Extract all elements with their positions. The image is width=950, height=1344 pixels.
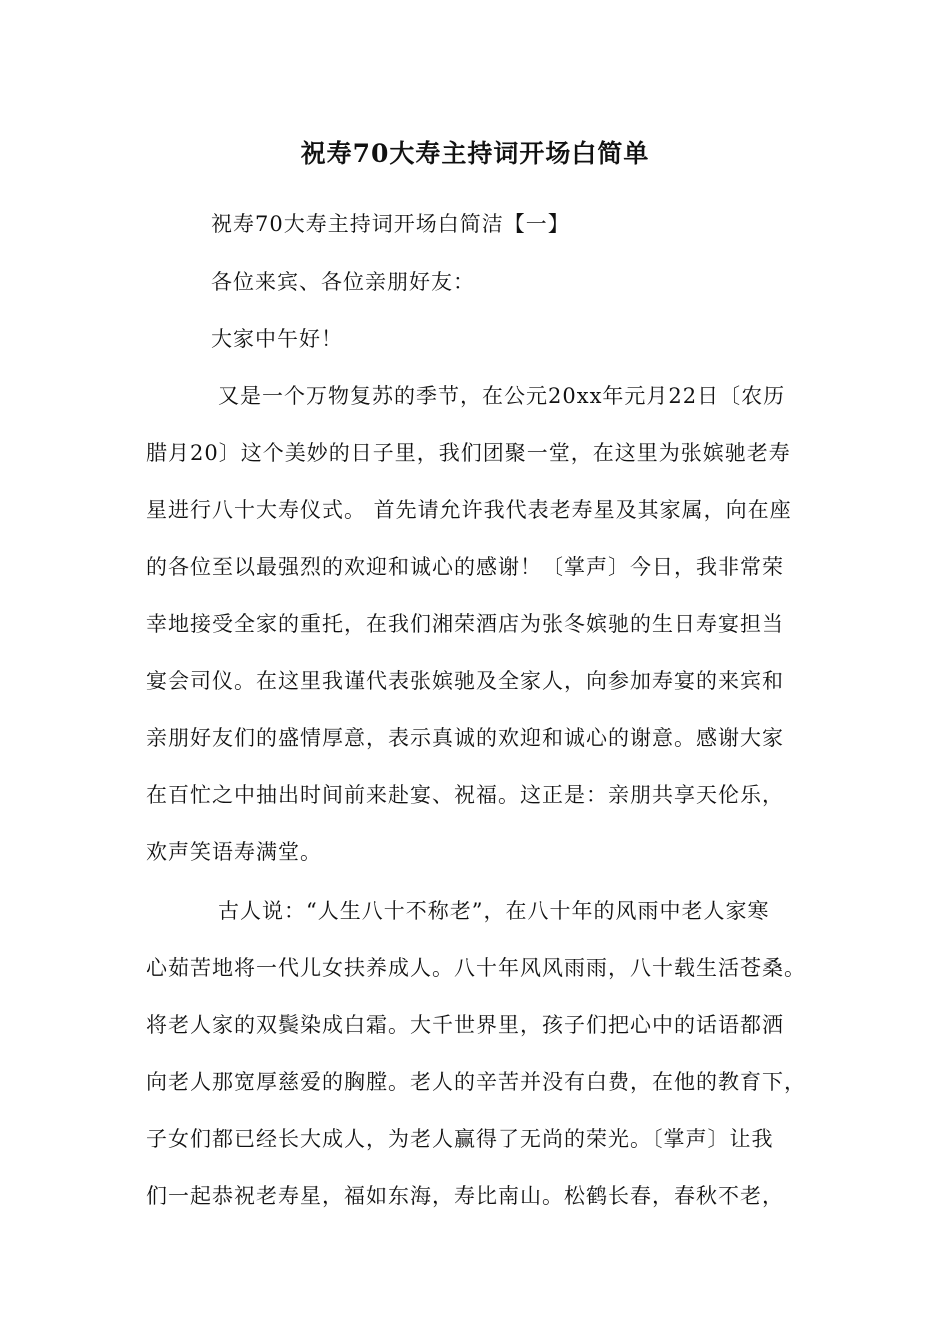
document-title: 祝寿70大寿主持词开场白简单 <box>300 139 650 168</box>
text-line: 星进行八十大寿仪式。 首先请允许我代表老寿星及其家属，向在座 <box>146 498 792 522</box>
text-line: 将老人家的双鬓染成白霜。大千世界里，孩子们把心中的话语都洒 <box>146 1013 784 1037</box>
text-line: 宴会司仪。在这里我谨代表张嫔驰及全家人，向参加寿宴的来宾和 <box>146 669 784 693</box>
text-line: 亲朋好友们的盛情厚意，表示真诚的欢迎和诚心的谢意。感谢大家 <box>146 726 784 750</box>
text-line: 子女们都已经长大成人，为老人赢得了无尚的荣光。〔掌声〕让我 <box>146 1127 774 1151</box>
text-line: 各位来宾、各位亲朋好友： <box>211 270 475 294</box>
text-line: 们一起恭祝老寿星，福如东海，寿比南山。松鹤长春，春秋不老， <box>146 1184 784 1208</box>
text-line: 祝寿70大寿主持词开场白简洁【一】 <box>211 212 570 236</box>
text-line: 欢声笑语寿满堂。 <box>146 840 322 864</box>
text-line: 幸地接受全家的重托，在我们湘荣酒店为张冬嫔驰的生日寿宴担当 <box>146 612 784 636</box>
text-line: 古人说：“人生八十不称老”，在八十年的风雨中老人家寒 <box>218 899 770 923</box>
text-line: 在百忙之中抽出时间前来赴宴、祝福。这正是：亲朋共享天伦乐， <box>146 783 784 807</box>
text-line: 又是一个万物复苏的季节，在公元20xx年元月22日〔农历 <box>218 384 786 408</box>
text-line: 大家中午好！ <box>211 327 343 351</box>
text-line: 心茹苦地将一代儿女扶养成人。八十年风风雨雨，八十载生活苍桑。 <box>146 956 806 980</box>
text-line: 向老人那宽厚慈爱的胸膛。老人的辛苦并没有白费，在他的教育下， <box>146 1070 806 1094</box>
text-line: 腊月20〕这个美妙的日子里，我们团聚一堂，在这里为张嫔驰老寿 <box>146 441 791 465</box>
text-line: 的各位至以最强烈的欢迎和诚心的感谢！〔掌声〕今日，我非常荣 <box>146 555 784 579</box>
